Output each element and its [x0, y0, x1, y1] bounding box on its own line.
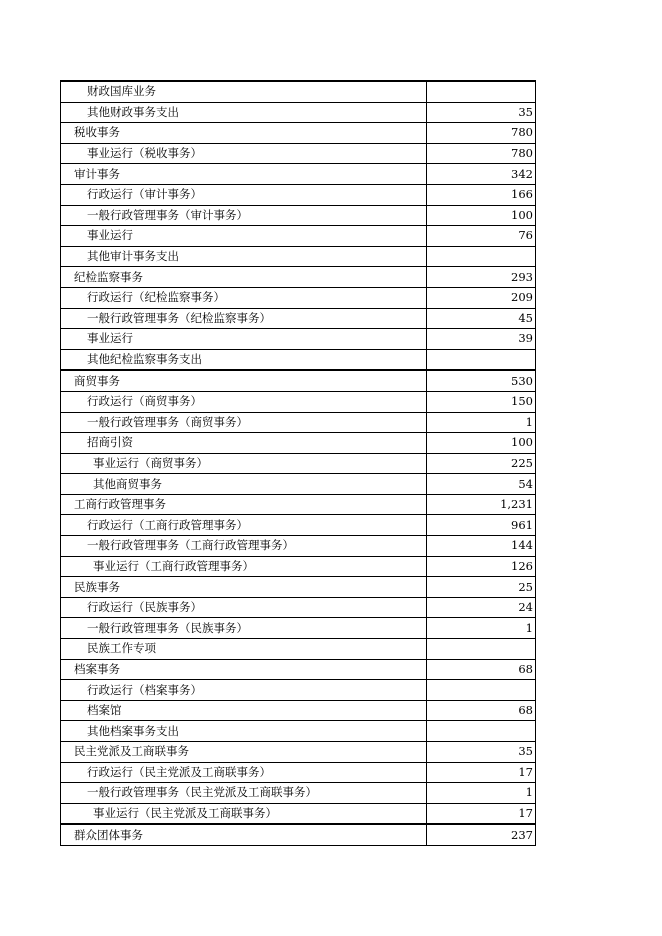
amount-cell: 293 [427, 267, 536, 288]
table-row [61, 349, 536, 370]
amount-cell [427, 721, 536, 742]
table-row [61, 824, 536, 845]
amount-cell: 225 [427, 453, 536, 474]
item-name-cell: 行政运行（纪检监察事务） [61, 287, 427, 308]
item-name-cell: 一般行政管理事务（民主党派及工商联事务） [61, 783, 427, 804]
table-row [61, 577, 536, 598]
item-name-cell: 一般行政管理事务（商贸事务） [61, 412, 427, 433]
table-row [61, 433, 536, 454]
amount-cell: 342 [427, 164, 536, 185]
table-row [61, 803, 536, 824]
amount-cell [427, 639, 536, 660]
amount-cell: 24 [427, 597, 536, 618]
item-name-cell: 行政运行（工商行政管理事务） [61, 515, 427, 536]
amount-cell: 1 [427, 618, 536, 639]
amount-cell: 39 [427, 329, 536, 350]
table-row [61, 536, 536, 557]
table-row [61, 742, 536, 763]
item-name-cell: 档案事务 [61, 659, 427, 680]
table-row [61, 329, 536, 350]
amount-cell: 25 [427, 577, 536, 598]
table-row [61, 762, 536, 783]
amount-cell: 45 [427, 308, 536, 329]
amount-cell [427, 349, 536, 370]
amount-cell: 144 [427, 536, 536, 557]
amount-cell [427, 81, 536, 102]
table-row [61, 515, 536, 536]
item-name-cell: 档案馆 [61, 700, 427, 721]
amount-cell: 126 [427, 556, 536, 577]
item-name-cell: 其他商贸事务 [61, 474, 427, 495]
table-row [61, 287, 536, 308]
item-name-cell: 一般行政管理事务（工商行政管理事务） [61, 536, 427, 557]
table-row [61, 246, 536, 267]
item-name-cell: 民族工作专项 [61, 639, 427, 660]
table-row [61, 164, 536, 185]
item-name-cell: 民族事务 [61, 577, 427, 598]
table-row [61, 184, 536, 205]
table-row [61, 680, 536, 701]
amount-cell: 166 [427, 184, 536, 205]
amount-cell: 150 [427, 391, 536, 412]
item-name-cell: 工商行政管理事务 [61, 494, 427, 515]
item-name-cell: 行政运行（档案事务） [61, 680, 427, 701]
item-name-cell: 一般行政管理事务（民族事务） [61, 618, 427, 639]
item-name-cell: 事业运行 [61, 329, 427, 350]
table-row [61, 123, 536, 144]
amount-cell: 100 [427, 205, 536, 226]
item-name-cell: 行政运行（商贸事务） [61, 391, 427, 412]
table-row [61, 308, 536, 329]
table-row [61, 659, 536, 680]
table-row [61, 453, 536, 474]
amount-cell: 961 [427, 515, 536, 536]
amount-cell: 68 [427, 700, 536, 721]
item-name-cell: 民主党派及工商联事务 [61, 742, 427, 763]
table-row [61, 474, 536, 495]
table-row [61, 721, 536, 742]
amount-cell: 530 [427, 370, 536, 391]
amount-cell: 237 [427, 824, 536, 845]
item-name-cell: 事业运行（税收事务） [61, 143, 427, 164]
item-name-cell: 群众团体事务 [61, 824, 427, 845]
item-name-cell: 纪检监察事务 [61, 267, 427, 288]
table-row [61, 205, 536, 226]
item-name-cell: 其他财政事务支出 [61, 102, 427, 123]
item-name-cell: 财政国库业务 [61, 81, 427, 102]
amount-cell: 780 [427, 123, 536, 144]
table-row [61, 391, 536, 412]
table-row [61, 618, 536, 639]
amount-cell: 1 [427, 412, 536, 433]
amount-cell [427, 246, 536, 267]
amount-cell: 1 [427, 783, 536, 804]
table-row [61, 412, 536, 433]
item-name-cell: 招商引资 [61, 433, 427, 454]
table-row [61, 81, 536, 102]
item-name-cell: 事业运行（商贸事务） [61, 453, 427, 474]
item-name-cell: 审计事务 [61, 164, 427, 185]
item-name-cell: 其他纪检监察事务支出 [61, 349, 427, 370]
amount-cell: 17 [427, 762, 536, 783]
amount-cell: 100 [427, 433, 536, 454]
item-name-cell: 事业运行 [61, 226, 427, 247]
table-row [61, 700, 536, 721]
table-row [61, 370, 536, 391]
table-row [61, 226, 536, 247]
item-name-cell: 其他审计事务支出 [61, 246, 427, 267]
item-name-cell: 商贸事务 [61, 370, 427, 391]
table-row [61, 597, 536, 618]
item-name-cell: 税收事务 [61, 123, 427, 144]
budget-table [60, 80, 536, 846]
amount-cell: 209 [427, 287, 536, 308]
amount-cell: 54 [427, 474, 536, 495]
table-row [61, 102, 536, 123]
item-name-cell: 其他档案事务支出 [61, 721, 427, 742]
amount-cell: 1,231 [427, 494, 536, 515]
amount-cell [427, 680, 536, 701]
item-name-cell: 一般行政管理事务（纪检监察事务） [61, 308, 427, 329]
item-name-cell: 行政运行（民主党派及工商联事务） [61, 762, 427, 783]
amount-cell: 76 [427, 226, 536, 247]
amount-cell: 17 [427, 803, 536, 824]
amount-cell: 780 [427, 143, 536, 164]
budget-table-body [61, 81, 536, 845]
item-name-cell: 行政运行（民族事务） [61, 597, 427, 618]
item-name-cell: 一般行政管理事务（审计事务） [61, 205, 427, 226]
amount-cell: 35 [427, 742, 536, 763]
table-row [61, 267, 536, 288]
table-row [61, 143, 536, 164]
amount-cell: 35 [427, 102, 536, 123]
table-row [61, 639, 536, 660]
amount-cell: 68 [427, 659, 536, 680]
table-row [61, 494, 536, 515]
item-name-cell: 行政运行（审计事务） [61, 184, 427, 205]
table-row [61, 556, 536, 577]
table-row [61, 783, 536, 804]
item-name-cell: 事业运行（民主党派及工商联事务） [61, 803, 427, 824]
item-name-cell: 事业运行（工商行政管理事务） [61, 556, 427, 577]
